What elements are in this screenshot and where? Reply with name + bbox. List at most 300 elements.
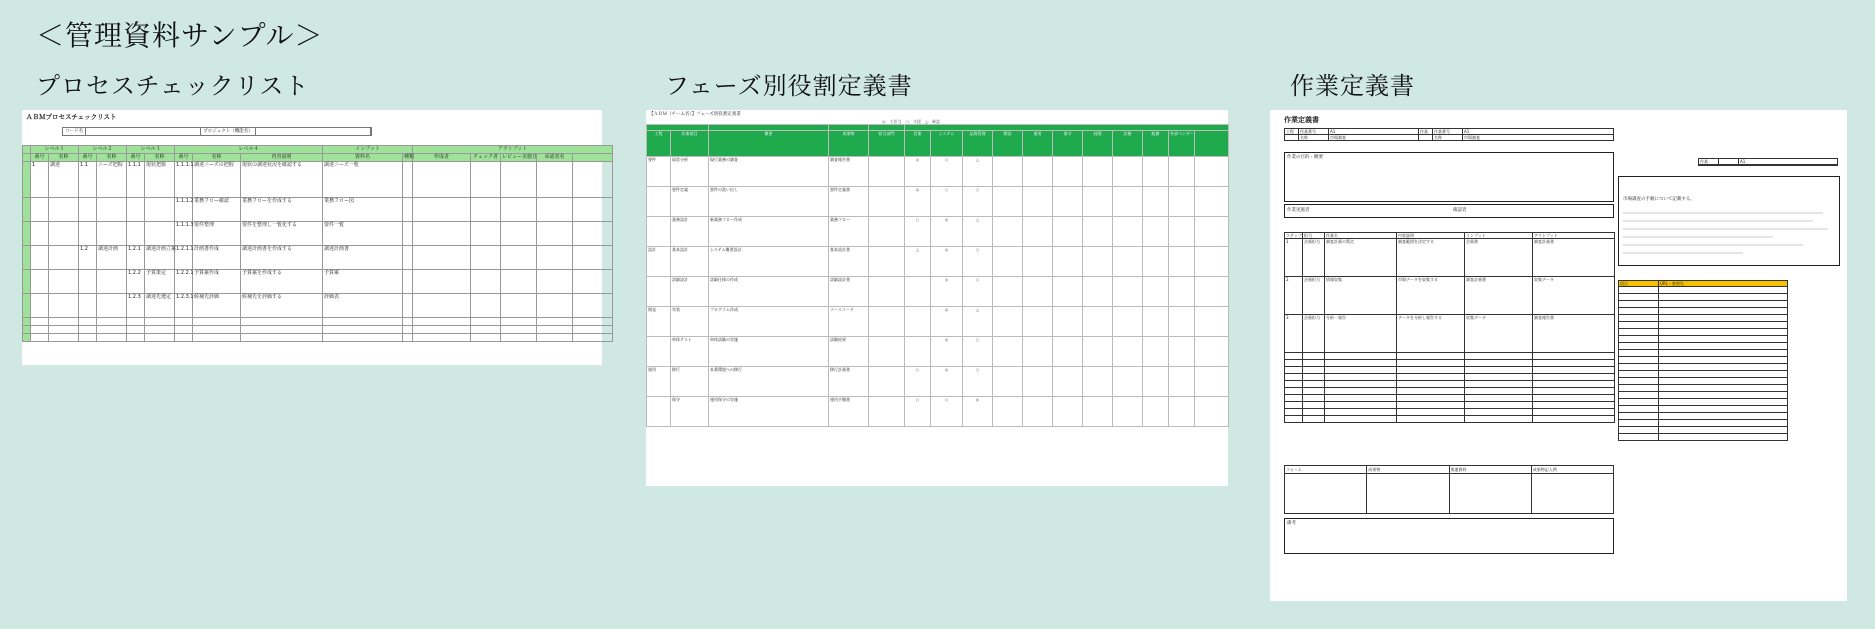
table-cell xyxy=(1195,397,1229,427)
table-cell: ○ xyxy=(905,397,931,427)
table-cell xyxy=(1285,409,1303,416)
table-cell xyxy=(1169,157,1195,187)
table-cell: 収集データ xyxy=(1465,315,1533,353)
column-header: 担当部門 xyxy=(869,131,905,157)
table-cell xyxy=(1659,364,1788,371)
name-label: 名称 xyxy=(1433,135,1463,141)
table-cell xyxy=(501,326,537,334)
right-page-header xyxy=(1698,158,1838,166)
column-header: 名称 xyxy=(193,154,241,162)
table-cell: 1.2 xyxy=(79,246,97,270)
phase-roles-doc-title: 【ＡＢＭ（チーム名）】フェーズ別役割定義書 xyxy=(649,112,741,117)
table-cell: 1.1.1 xyxy=(127,162,145,198)
table-cell xyxy=(573,318,613,326)
table-cell xyxy=(537,318,573,326)
table-cell xyxy=(1659,427,1788,434)
table-cell xyxy=(1465,360,1533,367)
table-cell xyxy=(1195,157,1229,187)
table-row xyxy=(1285,402,1615,409)
table-cell xyxy=(79,326,97,334)
table-cell xyxy=(193,318,241,326)
table-row xyxy=(1285,277,1615,315)
table-cell xyxy=(501,270,537,294)
table-cell xyxy=(905,277,931,307)
table-cell: ソースコード xyxy=(829,307,869,337)
table-cell xyxy=(241,326,323,334)
table-row xyxy=(23,294,613,318)
table-cell: 調達計画 xyxy=(97,246,127,270)
table-row xyxy=(1619,364,1788,371)
table-cell xyxy=(1023,247,1053,277)
table-cell: 現状分析 xyxy=(671,157,709,187)
footer-label: フォーム xyxy=(1285,466,1367,474)
table-cell xyxy=(1023,187,1053,217)
table-cell xyxy=(1659,301,1788,308)
table-cell xyxy=(97,318,127,326)
table-cell xyxy=(1053,307,1083,337)
table-cell xyxy=(1023,367,1053,397)
table-cell xyxy=(1285,381,1303,388)
table-cell xyxy=(1659,413,1788,420)
table-cell xyxy=(1169,277,1195,307)
column-header: 成果物 xyxy=(829,131,869,157)
table-cell xyxy=(1083,157,1113,187)
table-cell xyxy=(241,318,323,326)
table-cell xyxy=(1325,374,1397,381)
table-cell xyxy=(403,222,413,246)
steps-table xyxy=(1284,232,1615,423)
table-row xyxy=(23,222,613,246)
column-header: 品質管理 xyxy=(963,131,993,157)
table-cell xyxy=(1169,187,1195,217)
table-cell xyxy=(1465,374,1533,381)
purpose-label: 作業の目的・概要 xyxy=(1287,155,1323,160)
table-cell: 現行業務の調査 xyxy=(709,157,829,187)
table-cell: ◎ xyxy=(963,397,993,427)
column-header: 番号 xyxy=(175,154,193,162)
table-cell xyxy=(537,334,573,342)
table-cell: 1.2.1.1 xyxy=(175,246,193,270)
code-value: A1 xyxy=(1463,129,1614,135)
table-cell xyxy=(1083,397,1113,427)
table-cell xyxy=(1465,416,1533,423)
table-cell xyxy=(175,334,193,342)
table-cell: ◎ xyxy=(905,187,931,217)
table-cell xyxy=(647,397,671,427)
table-cell: ○ xyxy=(963,277,993,307)
table-cell xyxy=(869,157,905,187)
table-cell xyxy=(993,367,1023,397)
table-cell xyxy=(79,334,97,342)
checklist-doc-title: ＡＢＭプロセスチェックリスト xyxy=(26,113,117,121)
table-cell: 調達計画立案 xyxy=(145,246,175,270)
table-cell xyxy=(1619,357,1659,364)
column-header: 工程 xyxy=(647,131,671,157)
table-row xyxy=(1619,420,1788,427)
table-cell xyxy=(31,318,49,326)
table-cell xyxy=(1195,217,1229,247)
work-def-footer-table xyxy=(1284,465,1614,514)
table-cell xyxy=(501,246,537,270)
table-cell xyxy=(501,294,537,318)
column-header: 内容説明 xyxy=(241,154,323,162)
table-cell xyxy=(1659,315,1788,322)
table-cell xyxy=(1083,337,1113,367)
table-row xyxy=(1619,329,1788,336)
table-cell xyxy=(1619,350,1659,357)
table-cell xyxy=(1023,337,1053,367)
column-header: 概要 xyxy=(709,131,829,157)
table-cell xyxy=(1053,157,1083,187)
table-cell xyxy=(869,397,905,427)
table-cell xyxy=(97,198,127,222)
column-header: チェック者 xyxy=(471,154,501,162)
table-cell xyxy=(1285,402,1303,409)
steps-header: 作業名 xyxy=(1325,233,1397,239)
work-definition-thumbnail[interactable] xyxy=(1270,110,1847,601)
table-row xyxy=(1619,427,1788,434)
owner-row xyxy=(1284,204,1614,218)
group-header: レベル２ xyxy=(79,146,127,154)
table-cell xyxy=(127,318,145,326)
table-cell: △ xyxy=(963,217,993,247)
table-cell xyxy=(869,367,905,397)
table-cell xyxy=(1113,247,1143,277)
table-cell: 調査報告書 xyxy=(829,157,869,187)
table-row xyxy=(1619,294,1788,301)
table-cell xyxy=(31,222,49,246)
intro-text-lines xyxy=(1623,211,1833,261)
table-cell xyxy=(1143,247,1169,277)
checklist-code-row xyxy=(62,127,372,136)
table-cell: 計画書作成 xyxy=(193,246,241,270)
table-cell xyxy=(1285,367,1303,374)
page-title: ＜管理資料サンプル＞ xyxy=(36,19,324,52)
table-cell xyxy=(31,246,49,270)
column-header: 名称 xyxy=(145,154,175,162)
table-cell xyxy=(501,198,537,222)
table-row xyxy=(647,337,1229,367)
table-cell xyxy=(647,187,671,217)
table-cell xyxy=(1303,388,1325,395)
table-cell xyxy=(145,318,175,326)
table-row xyxy=(1619,392,1788,399)
table-cell: 単体テスト xyxy=(671,337,709,367)
table-cell xyxy=(31,270,49,294)
table-cell xyxy=(1619,399,1659,406)
table-cell xyxy=(403,334,413,342)
table-cell xyxy=(403,270,413,294)
table-cell xyxy=(1143,337,1169,367)
code-label: コード名 xyxy=(63,128,86,135)
table-row xyxy=(1619,406,1788,413)
table-cell: 詳細設計書 xyxy=(829,277,869,307)
table-cell: 現状把握 xyxy=(145,162,175,198)
work-def-doc-title: 作業定義書 xyxy=(1284,116,1319,124)
table-cell: ○ xyxy=(963,367,993,397)
table-cell xyxy=(1303,360,1325,367)
table-cell xyxy=(1659,378,1788,385)
table-cell: 調達 xyxy=(49,162,79,198)
table-cell: ○ xyxy=(963,247,993,277)
table-cell: ○ xyxy=(931,157,963,187)
table-cell xyxy=(1659,329,1788,336)
table-cell xyxy=(1659,322,1788,329)
table-row xyxy=(1285,353,1615,360)
table-cell xyxy=(175,318,193,326)
table-cell xyxy=(993,157,1023,187)
table-cell: 予算策定 xyxy=(145,270,175,294)
table-cell: 業務フロー確認 xyxy=(193,198,241,222)
table-cell: 業務設計 xyxy=(671,217,709,247)
table-row xyxy=(23,198,613,222)
table-cell: ◎ xyxy=(931,247,963,277)
column-header: 番号 xyxy=(127,154,145,162)
right-code-label: 作業 xyxy=(1699,159,1719,165)
table-cell xyxy=(127,326,145,334)
table-cell: 調査計画書 xyxy=(1465,277,1533,315)
table-row xyxy=(1285,360,1615,367)
table-cell xyxy=(1659,406,1788,413)
column-header: 営業 xyxy=(905,131,931,157)
column-header: 番号 xyxy=(31,154,49,162)
table-cell xyxy=(1619,371,1659,378)
table-cell xyxy=(49,294,79,318)
table-cell xyxy=(1533,381,1615,388)
table-cell xyxy=(49,318,79,326)
table-cell: 企画担当 xyxy=(1303,277,1325,315)
table-cell: 調達ニーズ一覧 xyxy=(323,162,403,198)
table-cell xyxy=(1397,416,1465,423)
table-cell xyxy=(471,318,501,326)
table-cell xyxy=(97,294,127,318)
table-cell xyxy=(1023,397,1053,427)
table-cell: 新業務フロー作成 xyxy=(709,217,829,247)
table-cell xyxy=(1659,434,1788,441)
table-cell xyxy=(1195,277,1229,307)
table-cell xyxy=(647,337,671,367)
process-checklist-thumbnail[interactable] xyxy=(22,110,602,365)
table-cell xyxy=(1169,337,1195,367)
table-cell xyxy=(1143,217,1169,247)
table-cell xyxy=(413,334,471,342)
table-cell: 1.2.3.1 xyxy=(175,294,193,318)
table-row xyxy=(1285,416,1615,423)
table-cell xyxy=(573,222,613,246)
table-cell xyxy=(1053,367,1083,397)
table-cell xyxy=(1083,277,1113,307)
table-cell xyxy=(573,162,613,198)
table-cell xyxy=(471,334,501,342)
table-row xyxy=(647,397,1229,427)
table-cell: 調査範囲を決定する xyxy=(1397,239,1465,277)
table-cell xyxy=(1143,187,1169,217)
table-cell xyxy=(573,294,613,318)
table-cell: △ xyxy=(963,157,993,187)
table-cell: 開発 xyxy=(647,307,671,337)
table-cell: 調達ニーズの把握 xyxy=(193,162,241,198)
table-cell xyxy=(1113,397,1143,427)
table-cell xyxy=(241,334,323,342)
table-cell: 2 xyxy=(1285,277,1303,315)
table-row xyxy=(1619,399,1788,406)
table-cell xyxy=(869,247,905,277)
table-cell xyxy=(1619,434,1659,441)
table-cell xyxy=(1303,374,1325,381)
table-cell xyxy=(1659,357,1788,364)
table-cell: 評価表 xyxy=(323,294,403,318)
table-cell xyxy=(31,334,49,342)
table-cell xyxy=(145,326,175,334)
table-cell xyxy=(1053,187,1083,217)
table-cell xyxy=(1113,337,1143,367)
project-label: プロジェクト（機能名） xyxy=(201,128,255,135)
table-cell xyxy=(1397,360,1465,367)
table-cell xyxy=(1619,413,1659,420)
table-cell xyxy=(403,162,413,198)
table-cell xyxy=(1053,277,1083,307)
owner-label: 作業実施者 xyxy=(1287,208,1310,213)
table-cell xyxy=(1023,217,1053,247)
table-cell: ○ xyxy=(931,187,963,217)
table-cell xyxy=(647,277,671,307)
table-cell xyxy=(537,198,573,222)
table-cell xyxy=(1083,367,1113,397)
note-label: 備考 xyxy=(1287,521,1296,526)
table-cell: 現状の調達状況を確認する xyxy=(241,162,323,198)
table-cell xyxy=(413,246,471,270)
table-cell: 実装 xyxy=(671,307,709,337)
reviewer-label: 確認者 xyxy=(1453,208,1467,213)
table-cell xyxy=(1169,307,1195,337)
table-cell xyxy=(1659,392,1788,399)
table-cell xyxy=(145,222,175,246)
table-row xyxy=(1619,343,1788,350)
table-cell: 情報収集 xyxy=(1325,277,1397,315)
table-cell: ○ xyxy=(931,397,963,427)
name-value: 市場調査 xyxy=(1463,135,1614,141)
table-row xyxy=(1619,315,1788,322)
table-cell: ◎ xyxy=(931,367,963,397)
table-cell: 1.2.2 xyxy=(127,270,145,294)
ref-header: 項目 xyxy=(1619,281,1659,287)
column-header: 保守 xyxy=(1053,131,1083,157)
table-cell: 調達先選定 xyxy=(145,294,175,318)
table-cell: 移行 xyxy=(671,367,709,397)
table-cell: 1.2.2.1 xyxy=(175,270,193,294)
column-header: 総務 xyxy=(1143,131,1169,157)
table-cell xyxy=(1659,399,1788,406)
table-cell: 1.1 xyxy=(79,162,97,198)
table-row xyxy=(1619,434,1788,441)
section-title-phase-roles: フェーズ別役割定義書 xyxy=(665,72,913,100)
table-cell xyxy=(79,294,97,318)
table-cell xyxy=(1113,187,1143,217)
table-cell: 業務フロー図 xyxy=(323,198,403,222)
column-header: 種類 xyxy=(404,154,415,160)
table-cell: 詳細設計 xyxy=(671,277,709,307)
table-cell xyxy=(1285,353,1303,360)
table-cell: 単体試験の実施 xyxy=(709,337,829,367)
work-def-header-table: 工程 作業番号 A1 作業 作業番号 A1 名称 市場調査 名称 市場調査 xyxy=(1284,128,1614,141)
table-cell xyxy=(413,162,471,198)
table-cell xyxy=(97,326,127,334)
table-cell xyxy=(97,334,127,342)
table-cell xyxy=(1397,409,1465,416)
table-row xyxy=(1285,239,1615,277)
table-cell xyxy=(1285,388,1303,395)
table-cell xyxy=(993,217,1023,247)
table-cell xyxy=(1619,315,1659,322)
table-cell: 要件の洗い出し xyxy=(709,187,829,217)
table-row xyxy=(1285,395,1615,402)
table-row xyxy=(647,157,1229,187)
table-cell xyxy=(127,334,145,342)
code-label: 作業番号 xyxy=(1433,129,1463,135)
table-cell: 業務フロー xyxy=(829,217,869,247)
table-cell xyxy=(49,222,79,246)
table-row xyxy=(647,187,1229,217)
table-cell xyxy=(1659,308,1788,315)
table-cell xyxy=(471,162,501,198)
table-row xyxy=(1619,357,1788,364)
table-cell xyxy=(1619,308,1659,315)
table-cell xyxy=(1113,367,1143,397)
table-cell xyxy=(1053,247,1083,277)
table-row xyxy=(1285,374,1615,381)
work-def-right-page xyxy=(1618,140,1843,600)
table-row xyxy=(1619,350,1788,357)
table-cell: 予算案 xyxy=(323,270,403,294)
table-cell xyxy=(403,318,413,326)
table-cell xyxy=(413,318,471,326)
column-header: 法務 xyxy=(1113,131,1143,157)
table-cell xyxy=(993,247,1023,277)
table-cell xyxy=(1169,247,1195,277)
table-cell xyxy=(869,217,905,247)
table-cell xyxy=(1303,402,1325,409)
table-cell xyxy=(31,198,49,222)
table-cell xyxy=(1053,397,1083,427)
table-cell xyxy=(869,307,905,337)
table-cell xyxy=(413,294,471,318)
footer-label: 成果物記入例 xyxy=(1531,466,1613,474)
table-row xyxy=(1619,301,1788,308)
table-cell xyxy=(1169,367,1195,397)
right-intro: 市場調査の手順について記載する。 xyxy=(1623,197,1695,202)
table-cell xyxy=(1397,395,1465,402)
table-cell xyxy=(573,246,613,270)
phase-roles-thumbnail[interactable] xyxy=(646,110,1228,486)
ref-header: URL・参照先 xyxy=(1659,281,1788,287)
column-header: 開発 xyxy=(993,131,1023,157)
table-row xyxy=(23,334,613,342)
table-cell: 1.2.1 xyxy=(127,246,145,270)
table-cell: △ xyxy=(963,307,993,337)
table-cell: ○ xyxy=(963,187,993,217)
table-row xyxy=(1619,413,1788,420)
table-cell xyxy=(1619,301,1659,308)
table-cell xyxy=(193,334,241,342)
table-cell xyxy=(1533,388,1615,395)
table-cell xyxy=(1659,336,1788,343)
table-cell xyxy=(1619,322,1659,329)
table-cell: プログラム作成 xyxy=(709,307,829,337)
table-cell xyxy=(1619,343,1659,350)
table-cell: システム概要設計 xyxy=(709,247,829,277)
table-cell xyxy=(1325,409,1397,416)
table-cell: 基本設計書 xyxy=(829,247,869,277)
